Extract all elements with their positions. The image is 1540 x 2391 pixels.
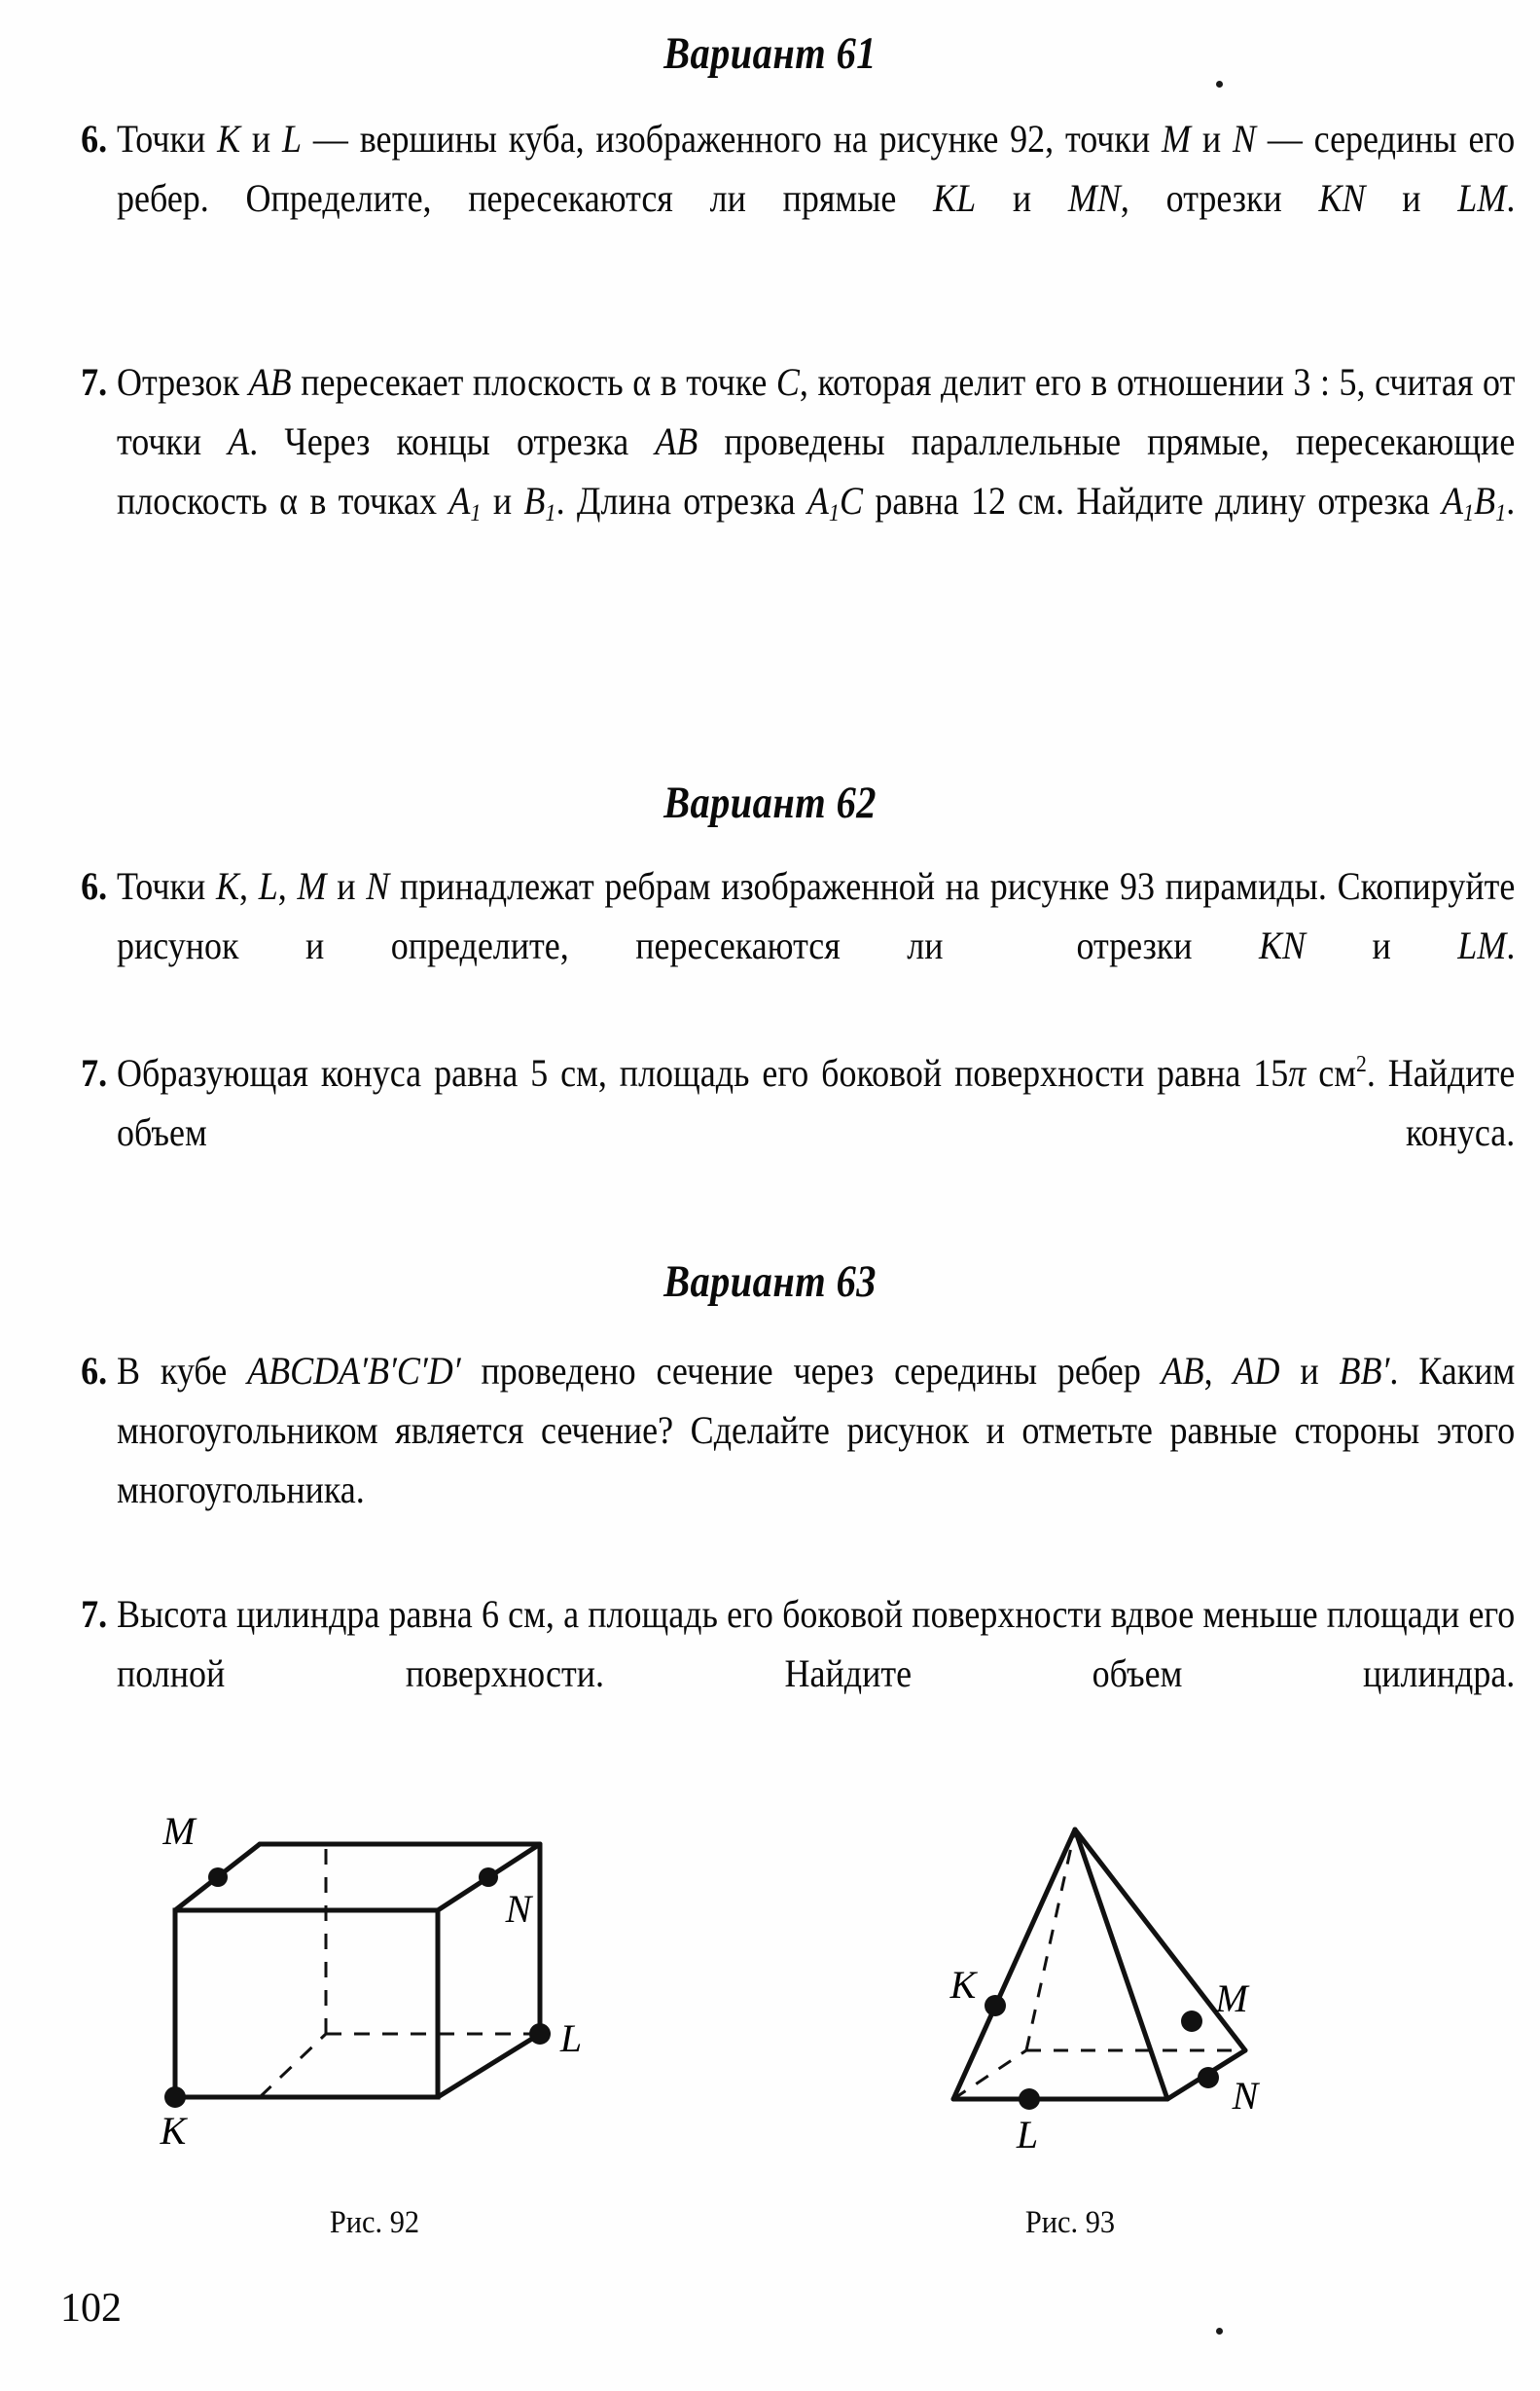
figure-92-caption: Рис. 92 [329,2205,420,2240]
point-K-dot [164,2086,186,2108]
pyramid-hidden-edges [953,1829,1245,2099]
cube-label-K: K [160,2109,187,2153]
variant-heading-63: Вариант 63 [663,1256,877,1307]
pyramid-drawing [856,1795,1284,2194]
problem-text: Точки K, L, M и N принадлежат ребрам изображенной на рисунке 93 пирамиды. Скопируйте рисунок и определите, пересекаются ли отрезки KN и LM. [117,864,1516,967]
page-number: 102 [60,2286,122,2331]
problem-number: 7. [81,1592,108,1636]
problem-text: В кубе ABCDA′B′C′D′ проведено сечение через середины ребер AB, AD и BB′. Каким многоугольником является сечение? Сделайте рисунок и отметьте равные стороны этого многоугольника. [117,1349,1516,1511]
point-M-dot [208,1867,228,1887]
cube-label-L: L [559,2016,583,2060]
problem-text: Отрезок AB пересекает плоскость α в точке C, которая делит его в отношении 3 : 5, считая от точки A. Через концы отрезка AB проведены параллельные прямые, пересекающие плоскость α в точках $A_1$ и $B_1$. Длина отрезка $A_1C$ равна 12 см. Найдите длину отрезка $A_1B_1$. [117,360,1516,526]
cube-front-face [175,1910,438,2097]
problem-number: 6. [81,1349,108,1393]
pyramid-label-L: L [1016,2113,1039,2156]
cube-label-N: N [505,1887,532,1931]
pyramid-label-N: N [1232,2074,1259,2118]
problem-61-7 [55,352,1540,590]
problem-number: 7. [81,360,108,404]
problem-text: Образующая конуса равна 5 см, площадь его боковой поверхности равна 15π $см^2$. Найдите объем конуса. [117,1051,1516,1154]
cube-drawing [146,1805,603,2194]
point-N-dot [479,1867,498,1887]
problem-number: 6. [81,117,108,161]
problem-61-6 [55,109,1540,287]
problem-62-6 [55,856,1540,1034]
problem-text: Высота цилиндра равна 6 см, а площадь его боковой поверхности вдвое меньше площади его полной поверхности. Найдите объем цилиндра. [117,1592,1516,1695]
cube-marked-points [164,1867,551,2108]
figure-93 [856,1795,1284,2241]
problem-number: 7. [81,1051,108,1095]
point-M-dot [1198,2067,1219,2088]
cube-label-M: M [162,1809,196,1853]
pyramid-label-M: M [1215,1976,1248,2020]
point-M-upper-dot [1181,2011,1202,2032]
problem-text: Точки K и L — вершины куба, изображенного на рисунке 92, точки M и N — середины его ребер. Определите, пересекаются ли прямые KL и MN, отрезки KN и LM. [117,117,1516,220]
figure-93-caption: Рис. 93 [1024,2205,1116,2240]
problem-63-6 [55,1341,1540,1578]
pyramid-marked-points [985,1995,1219,2110]
variant-heading-62: Вариант 62 [663,778,877,828]
scan-speck-bottom [1216,2328,1223,2335]
figure-92 [146,1805,603,2241]
problem-62-7 [55,1043,1540,1221]
pyramid-label-K: K [949,1963,977,2007]
problem-number: 6. [81,864,108,908]
problem-63-7 [55,1584,1540,1762]
point-K-dot [985,1995,1006,2016]
point-L-dot [1019,2088,1040,2110]
pyramid-lateral-edges [953,1829,1245,2099]
point-L-dot [529,2023,551,2045]
variant-heading-61: Вариант 61 [663,28,877,79]
scan-speck-top [1216,81,1223,88]
